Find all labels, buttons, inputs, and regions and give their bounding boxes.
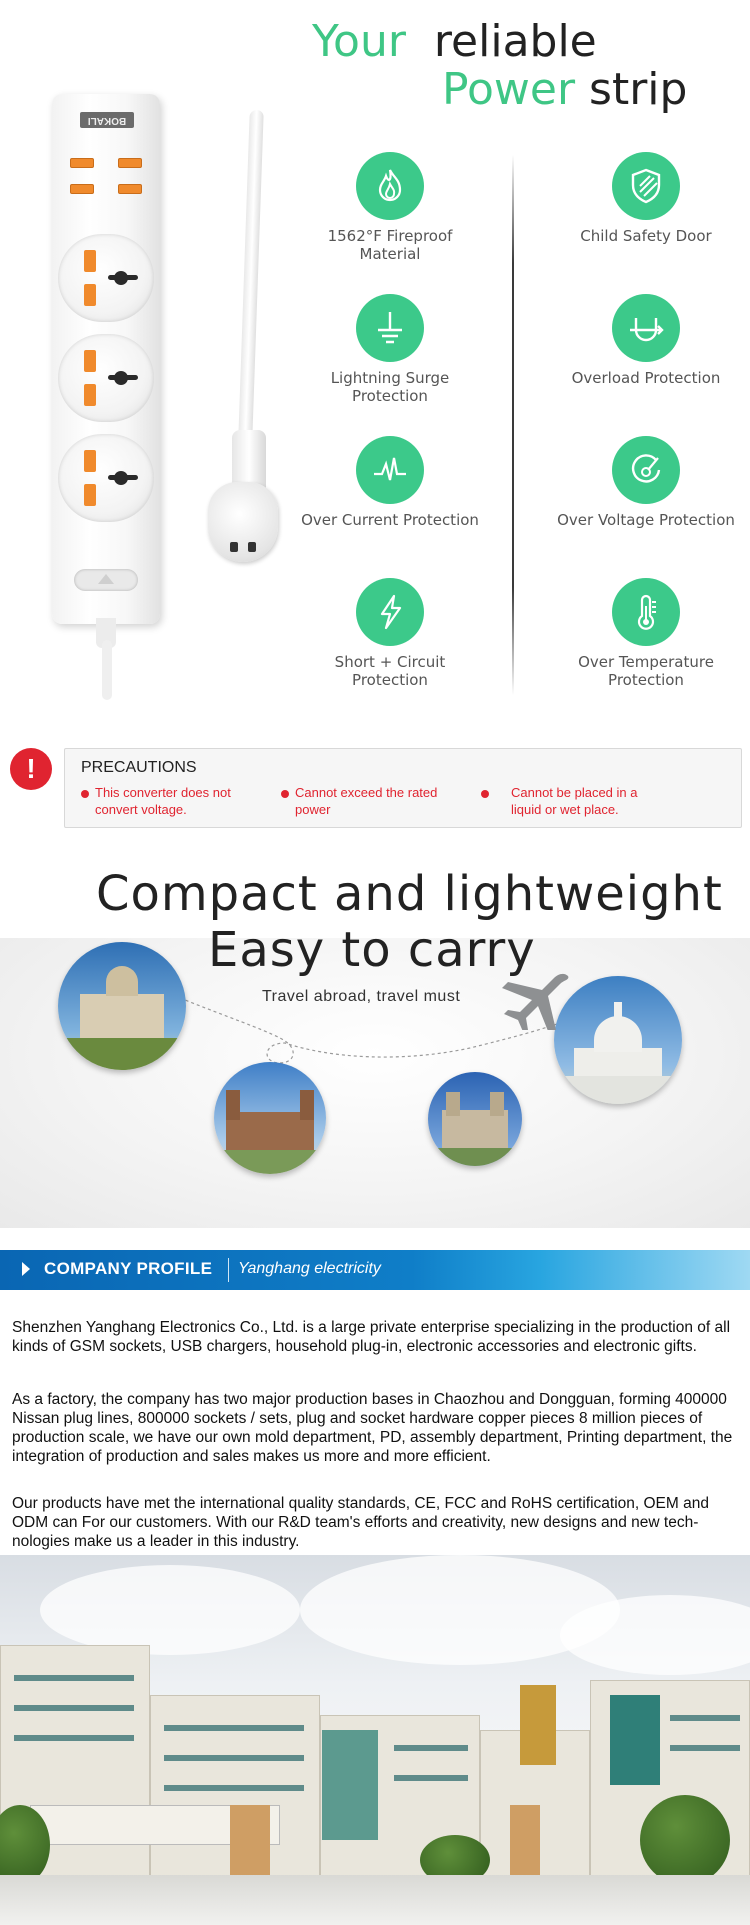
flame-icon: [356, 152, 424, 220]
hero-title-word: Your: [312, 16, 406, 67]
precaution-item: Cannot be placed in a liquid or wet place.: [481, 785, 651, 819]
airplane-icon: [498, 970, 570, 1030]
power-strip-image: [52, 94, 160, 624]
profile-paragraph: Shenzhen Yanghang Electronics Co., Ltd. is a large private enterprise specializing in the production of all kinds of GSM sockets, USB chargers, household plug-in, electronic accessories and electronic gifts.: [12, 1319, 731, 1355]
hero-title-word: reliable: [433, 16, 597, 67]
feature-label: Overload Protection: [571, 369, 721, 387]
shield-icon: [612, 152, 680, 220]
landmark-globe: [428, 1072, 522, 1166]
play-arrow-icon: [22, 1262, 30, 1276]
hero-title-word: Power: [442, 63, 576, 115]
compact-subtitle-line: Easy to carry: [208, 922, 536, 978]
lightning-icon: [356, 578, 424, 646]
hero-section: [0, 0, 750, 720]
precautions-box: [64, 748, 742, 828]
voltage-icon: [612, 436, 680, 504]
power-switch: [74, 569, 138, 591]
strip-cord: [102, 640, 112, 700]
warning-icon: !: [10, 748, 52, 790]
precaution-item: This converter does not convert voltage.: [81, 785, 251, 819]
precautions-title: PRECAUTIONS: [81, 759, 197, 776]
feature-label: Child Safety Door: [580, 227, 712, 245]
outlet-socket: [58, 234, 154, 322]
landmark-globe: [58, 942, 186, 1070]
plug-cord: [238, 110, 264, 440]
feature-label: Over Current Protection: [301, 511, 479, 529]
feature-divider: [512, 155, 514, 695]
feature-item: [300, 436, 480, 530]
company-profile-title: COMPANY PROFILE: [44, 1259, 213, 1278]
overload-icon: [612, 294, 680, 362]
usb-ports: [66, 184, 146, 198]
hero-title-word: strip: [589, 63, 688, 115]
factory-photo: [0, 1555, 750, 1925]
hero-title: [312, 18, 732, 113]
compact-title: Compact and lightweight: [96, 866, 723, 922]
feature-label: Short + Circuit Protection: [334, 653, 446, 689]
profile-paragraph: As a factory, the company has two major production bases in Chaozhou and Dongguan, forming 400000 Nissan plug lines, 800000 sockets / sets, plug and socket hardware copper pieces 8 million pieces of production scale, we have our own mold department, PD, assembly department, Printing department, the integration of production and sales makes us more and more efficient.: [12, 1391, 733, 1465]
ground-icon: [356, 294, 424, 362]
feature-item: [556, 152, 736, 246]
landmark-globe: [214, 1062, 326, 1174]
outlet-socket: [58, 434, 154, 522]
feature-item: [556, 294, 736, 388]
feature-label: 1562°F Fireproof Material: [327, 227, 453, 263]
feature-item: [300, 294, 480, 405]
feature-label: Over Temperature Protection: [578, 653, 714, 689]
feature-label: Lightning Surge Protection: [330, 369, 450, 405]
plug-image: [208, 482, 278, 562]
company-profile-subtitle: Yanghang electricity: [238, 1260, 381, 1277]
usb-ports: [66, 158, 146, 172]
current-icon: [356, 436, 424, 504]
feature-item: [556, 436, 736, 530]
feature-item: [300, 152, 480, 263]
company-profile-banner: [0, 1250, 750, 1290]
feature-label: Over Voltage Protection: [557, 511, 735, 529]
compact-section: [0, 858, 750, 1218]
feature-item: [300, 578, 480, 689]
precaution-item: Cannot exceed the rated power: [281, 785, 451, 819]
compact-tagline: Travel abroad, travel must: [262, 988, 461, 1005]
outlet-socket: [58, 334, 154, 422]
feature-item: [556, 578, 736, 689]
thermometer-icon: [612, 578, 680, 646]
landmark-globe: [554, 976, 682, 1104]
brand-logo: BOKALI: [80, 112, 134, 128]
profile-paragraph: Our products have met the international quality standards, CE, FCC and RoHS certification, OEM and ODM can For our customers. With our R&D team's efforts and creativity, new designs and new tech-nologies make us a leader in this industry.: [12, 1495, 709, 1550]
